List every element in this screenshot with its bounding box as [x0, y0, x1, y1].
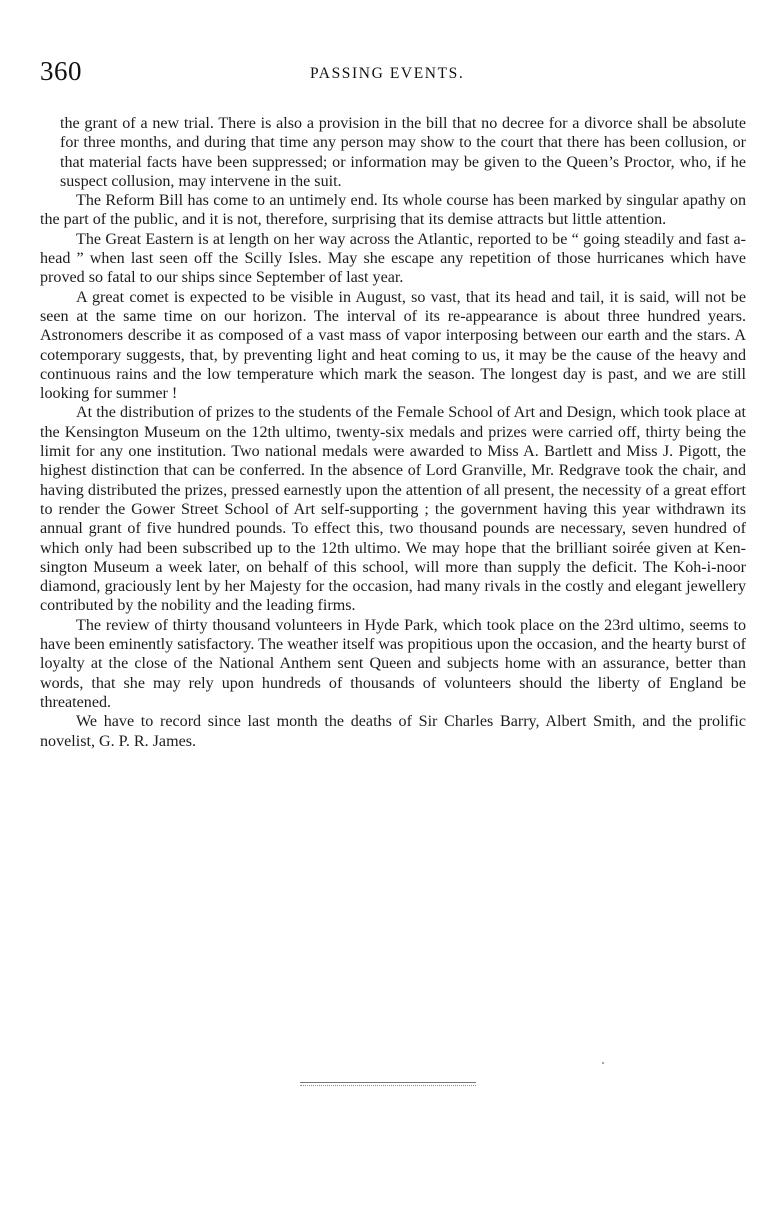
paragraph-great-comet: A great comet is expected to be visible in August, so vast, that its head and tail, it is said, will not be seen at the same time on our horizon. The interval of its re-appearance is about three hundred years. Astronomers describe it as composed of a vast mass of vapor interposing between our earth and the stars. A cotemporary suggests, that, by preventing light and heat coming to us, it may be the cause of the heavy and continuous rains and the low temperature which mark the season. The longest day is past, and we are still looking for summer !: [40, 288, 746, 403]
paragraph-school-of-art: At the distribution of prizes to the students of the Female School of Art and Design, which took place at the Kensington Museum on the 12th ultimo, twenty-six medals and prizes were carried off, thirty being the limit for any one institution. Two national medals were awarded to Miss A. Bartlett and Miss J. Pigott, the highest distinction that can be conferred. In the absence of Lord Granville, Mr. Redgrave took the chair, and having distributed the prizes, pressed earnestly upon the attention of all present, the necessity of a great effort to render the Gower Street School of Art self-supporting ; the government having this year withdrawn its annual grant of five hundred pounds. To effect this, two thousand pounds are necessary, seven hundred of which only had been subscribed up to the 12th ultimo. We may hope that the brilliant soirée given at Kensington Museum a week later, on behalf of this school, will more than supply the deficit. The Koh-i-noor diamond, graciously lent by her Majesty for the occasion, had many rivals in the costly and elegant jewellery contributed by the nobility and the leading firms.: [40, 404, 746, 615]
paragraph-great-eastern: The Great Eastern is at length on her way across the Atlantic, reported to be “ going steadily and fast a-head ” when last seen off the Scilly Isles. May she escape any repetition of those hurricanes which have proved so fatal to our ships since September of last year.: [40, 230, 746, 287]
closing-rule: [300, 1082, 476, 1086]
paragraph-volunteer-review: The review of thirty thousand volunteers in Hyde Park, which took place on the 23rd ultimo, seems to have been eminently satisfactory. The weather itself was propitious upon the occasion, and the hearty burst of loyalty at the close of the National Anthem sent Queen and subjects home with an assurance, better than words, that she may rely upon hundreds of thousands of volunteers should the liberty of England be threatened.: [40, 616, 746, 711]
paragraph-divorce-bill: the grant of a new trial. There is also a provision in the bill that no decree for a divorce shall be absolute for three months, and during that time any person may show to the court that there has been collusion, or that material facts have been suppressed; or information may be given to the Queen’s Proctor, who, if he suspect collusion, may intervene in the suit.: [60, 115, 746, 190]
paragraph-obituaries: We have to record since last month the deaths of Sir Charles Barry, Albert Smith, and the prolific novelist, G. P. R. James.: [40, 713, 746, 750]
page-number: 360: [40, 56, 82, 86]
paragraph-reform-bill: The Reform Bill has come to an untimely end. Its whole course has been marked by singular apathy on the part of the public, and it is not, therefore, surprising that its demise attracts but little attention.: [40, 192, 746, 229]
print-speck: [602, 1062, 604, 1064]
article-body: [40, 114, 746, 751]
running-head: [40, 56, 750, 96]
rule-line-top: [300, 1082, 476, 1083]
rule-line-bottom: [300, 1085, 476, 1086]
running-title: PASSING EVENTS.: [310, 65, 465, 82]
